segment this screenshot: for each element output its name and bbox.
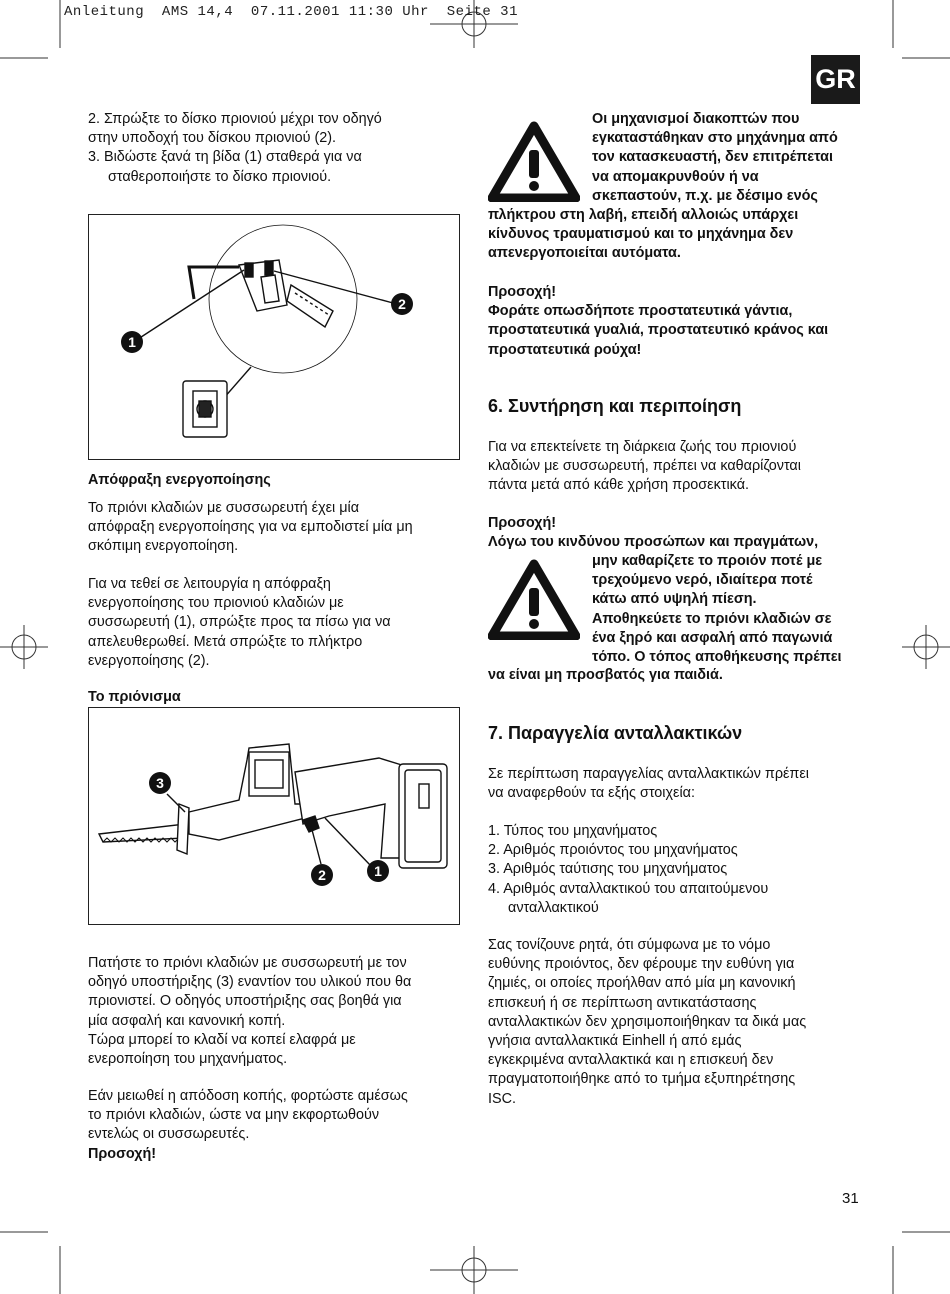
sawing-paragraph-2 (88, 1087, 468, 1164)
caution-1 (488, 283, 868, 360)
lock-paragraph-1 (88, 499, 458, 557)
warn1-line: να απομακρυνθούν ή να (592, 168, 759, 185)
section-7-outro-line: γνήσια ανταλλακτικά Einhell ή από εμάς (488, 1033, 742, 1050)
section-6-line: πάντα μετά από κάθε χρήση προσεκτικά. (488, 477, 750, 494)
warning-1-beside (592, 110, 862, 206)
warning-triangle-icon (488, 558, 580, 640)
saw-p1-line: Τώρα μπορεί το κλαδί να κοπεί ελαφρά με (88, 1031, 356, 1048)
section-7-intro (488, 765, 868, 803)
saw-caution: Προσοχή! (88, 1145, 157, 1162)
fig1-callout-2: 2 (391, 293, 413, 315)
section-7-title: 7. Παραγγελία ανταλλακτικών (488, 723, 743, 743)
section-7-outro-line: ευθύνης προιόντος, δεν φέρουμε την ευθύνη για (488, 956, 795, 973)
caution-1-line: προστατευτικά γυαλιά, προστατευτικό κράνος και (488, 322, 829, 339)
step-3-line-2: σταθεροποιήστε το δίσκο πριονιού. (108, 168, 332, 185)
list-item: 1. Τύπος του μηχανήματος (488, 823, 658, 839)
warn1-line: τον κατασκευαστή, δεν επιτρέπεται (592, 149, 833, 166)
saw-p1-line: ενεροποίηση του μηχανήματος. (88, 1051, 288, 1068)
warning-1-full (488, 206, 868, 264)
running-head: Anleitung AMS 14,4 07.11.2001 11:30 Uhr Seite 31 (64, 4, 518, 20)
lock-paragraph-2 (88, 575, 458, 671)
section-7-intro-line: να αναφερθούν τα εξής στοιχεία: (488, 785, 695, 802)
saw-p2-line: εντελώς οι συσσωρευτές. (88, 1126, 250, 1143)
list-item: 3. Αριθμός ταύτισης του μηχανήματος (488, 861, 728, 878)
caution-1-title: Προσοχή! (488, 284, 557, 300)
lock-p1-line: απόφραξη ενεργοποίησης για να εμποδιστεί μία μη (88, 519, 413, 536)
section-7-outro (488, 936, 873, 1109)
list-item: ανταλλακτικού (508, 899, 599, 916)
section-7-outro-line: ISC. (488, 1090, 516, 1107)
section-7-outro-line: ανταλλακτικών δεν χρησιμοποιήθηκαν τα δικά μας (488, 1013, 807, 1030)
saw-p1-line: οδηγό υποστήριξης (3) εναντίον του υλικού που θα (88, 974, 412, 991)
blade-mount-illustration (89, 215, 459, 459)
saw-p1-line: μία ασφαλή και κανονική κοπή. (88, 1012, 286, 1029)
sawing-paragraph-1 (88, 954, 468, 1069)
section-7-list (488, 822, 868, 918)
caution-2-line: μην καθαρίζετε το προιόν ποτέ με (592, 553, 823, 569)
figure-blade-mount (88, 214, 460, 460)
saw-p2-line: Εάν μειωθεί η απόδοση κοπής, φορτώστε αμέσως (88, 1088, 408, 1104)
list-item: 2. Αριθμός προιόντος του μηχανήματος (488, 842, 738, 859)
caution-2-beside (592, 552, 867, 667)
fig2-callout-3: 3 (149, 772, 171, 794)
section-6-title: 6. Συντήρηση και περιποίηση (488, 396, 742, 416)
warn1-full-line: κίνδυνος τραυματισμού και το μηχάνημα δεν (488, 226, 794, 243)
caution-2-line: ένα ξηρό και ασφαλή από παγωνιά (592, 629, 833, 646)
lock-p2-line: Για να τεθεί σε λειτουργία η απόφραξη (88, 576, 331, 592)
warn1-line: εγκαταστάθηκαν στο μηχάνημα από (592, 130, 838, 147)
step-2-line-2: στην υποδοχή του δίσκου πριονιού (2). (88, 130, 337, 147)
warning-triangle-icon (488, 120, 580, 202)
caution-2-line: Αποθηκεύετε το πριόνι κλαδιών σε (592, 610, 832, 627)
page-number: 31 (842, 1190, 859, 1207)
caution-2-head (488, 514, 868, 552)
fig2-callout-1: 1 (367, 860, 389, 882)
install-steps (88, 110, 458, 187)
saw-p1-line: πριονιστεί. Ο οδηγός υποστήριξης σας βοηθά για (88, 993, 402, 1010)
section-7-outro-line: επισκευή ή σε περίπτωση αντικατάστασης (488, 994, 757, 1011)
lock-p1-line: σκόπιμη ενεργοποίηση. (88, 538, 239, 555)
sawing-heading: Το πριόνισμα (88, 689, 181, 705)
step-2-line-1: 2. Σπρώξτε το δίσκο πριονιού μέχρι τον οδηγό (88, 111, 382, 127)
section-7-outro-line: ζημιές, οι οποίες προήλθαν από μία μη κανονική (488, 975, 796, 992)
saw-p2-line: το πριόνι κλαδιών, ώστε να μην εκφορτωθούν (88, 1107, 380, 1124)
lock-p1-line: Το πριόνι κλαδιών με συσσωρευτή έχει μία (88, 500, 360, 516)
lock-p2-line: ενεργοποίησης (2). (88, 652, 210, 669)
lock-p2-line: απελευθερωθεί. Μετά σπρώξτε το πλήκτρο (88, 633, 363, 650)
section-7-outro-line: Σας τονίζουνε ρητά, ότι σύμφωνα με το νόμο (488, 937, 771, 953)
caution-2-line: Λόγω του κινδύνου προσώπων και πραγμάτων, (488, 534, 819, 551)
lock-p2-line: συσσωρευτή (1), σπρώξτε προς τα πίσω για να (88, 614, 391, 631)
section-7-intro-line: Σε περίπτωση παραγγελίας ανταλλακτικών πρέπει (488, 766, 809, 782)
caution-2-last: να είναι μη προσβατός για παιδιά. (488, 667, 723, 683)
caution-1-line: Φοράτε οπωσδήποτε προστατευτικά γάντια, (488, 303, 793, 320)
warn1-line: σκεπαστούν, π.χ. με δέσιμο ενός (592, 187, 818, 204)
section-7-outro-line: πραγματοποιήθηκε από το τμήμα εξυπηρέτησης (488, 1071, 796, 1088)
warn1-full-line: απενεργοποιείται αυτόματα. (488, 245, 681, 262)
fig1-callout-1: 1 (121, 331, 143, 353)
section-7-outro-line: εγκεκριμένα ανταλλακτικά και η επισκευή δεν (488, 1052, 774, 1069)
fig2-callout-2: 2 (311, 864, 333, 886)
figure-saw (88, 707, 460, 925)
saw-p1-line: Πατήστε το πριόνι κλαδιών με συσσωρευτή με τον (88, 955, 407, 971)
caution-2-title: Προσοχή! (488, 515, 557, 531)
warn1-line: Οι μηχανισμοί διακοπτών που (592, 111, 800, 127)
language-badge: GR (811, 55, 860, 104)
step-3-line-1: 3. Βιδώστε ξανά τη βίδα (1) σταθερά για να (88, 149, 362, 166)
section-6-text (488, 438, 868, 496)
warn1-full-line: πλήκτρου στη λαβή, επειδή αλλοιώς υπάρχει (488, 207, 799, 223)
section-6-line: Για να επεκτείνετε τη διάρκεια ζωής του πριονιού (488, 439, 797, 455)
caution-1-line: προστατευτικά ρούχα! (488, 341, 642, 358)
section-6-line: κλαδιών με συσσωρευτή, πρέπει να καθαρίζονται (488, 458, 801, 475)
caution-2-line: κάτω από υψηλή πίεση. (592, 591, 757, 608)
lock-p2-line: ενεργοποίησης του πριονιού κλαδιών με (88, 595, 344, 612)
list-item: 4. Αριθμός ανταλλακτικού του απαιτούμενου (488, 880, 769, 897)
caution-2-line: τόπο. Ο τόπος αποθήκευσης πρέπει (592, 649, 842, 666)
lock-heading: Απόφραξη ενεργοποίησης (88, 472, 271, 488)
saw-illustration (89, 708, 459, 924)
caution-2-line: τρεχούμενο νερό, ιδιαίτερα ποτέ (592, 572, 813, 589)
